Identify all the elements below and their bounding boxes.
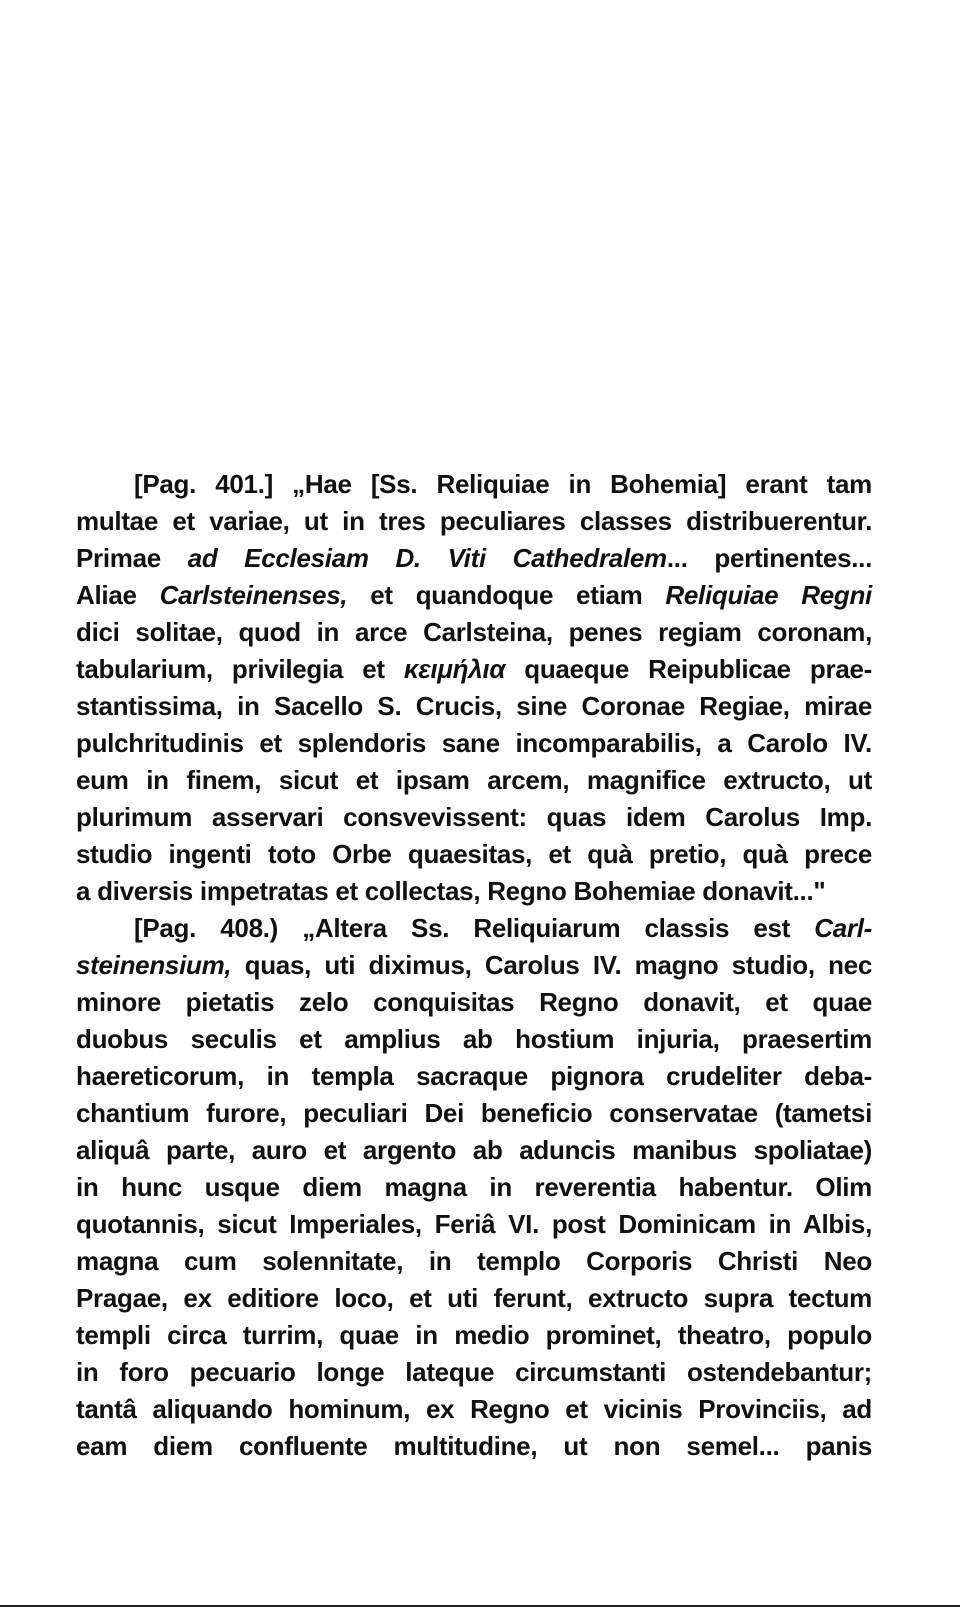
italic-text: Carlsteinenses, [159,580,348,610]
text-segment: quas, uti diximus, Carolus IV. magno studio, nec [231,950,872,980]
text-segment: Pragae, ex editiore loco, et uti ferunt, extructo supra tectum [76,1283,872,1313]
text-segment: magna cum solennitate, in templo Corporis Christi Neo [76,1246,872,1276]
text-line [76,577,872,614]
text-line [76,947,872,984]
text-segment: multae et variae, ut in tres peculiares classes distribuerentur. [76,506,872,536]
text-line [76,1206,872,1243]
text-line [76,1169,872,1206]
text-line [76,1021,872,1058]
text-line [76,1317,872,1354]
text-segment: ... pertinentes... [666,543,873,573]
text-line [76,1354,872,1391]
body-text [76,466,872,1465]
text-line [76,910,872,947]
text-segment: haereticorum, in templa sacraque pignora crudeliter deba- [76,1061,872,1091]
text-line [76,873,872,910]
italic-text: steinensium, [76,950,232,980]
text-segment: minore pietatis zelo conquisitas Regno donavit, et quae [76,987,872,1017]
text-segment: [Pag. 408.) „Altera Ss. Reliquiarum classis est [134,913,815,943]
text-segment: quotannis, sicut Imperiales, Feriâ VI. post Dominicam in Albis, [76,1209,872,1239]
text-segment: a diversis impetratas et collectas, Regno Bohemiae donavit..." [76,876,826,906]
text-line [76,762,872,799]
text-line [76,1391,872,1428]
text-line [76,836,872,873]
text-segment: [Pag. 401.] „Hae [Ss. Reliquiae in Bohemia] erant tam [134,469,872,499]
text-segment: dici solitae, quod in arce Carlsteina, penes regiam coronam, [76,617,872,647]
text-line [76,503,872,540]
text-segment: tantâ aliquando hominum, ex Regno et vicinis Provinciis, ad [76,1394,872,1424]
text-line [76,540,872,577]
text-segment: studio ingenti toto Orbe quaesitas, et quà pretio, quà prece [76,839,872,869]
text-segment: eam diem confluente multitudine, ut non semel... panis [76,1431,872,1461]
text-segment: tabularium, privilegia et [76,654,404,684]
text-segment: in foro pecuario longe lateque circumstanti ostendebantur; [76,1357,872,1387]
text-segment: chantium furore, peculiari Dei beneficio conservatae (tametsi [76,1098,872,1128]
text-segment: Aliae [76,580,160,610]
text-segment: aliquâ parte, auro et argento ab aduncis manibus spoliatae) [76,1135,872,1165]
text-line [76,651,872,688]
text-segment: quaeque Reipublicae prae- [505,654,872,684]
text-line [76,1243,872,1280]
italic-text: Reliquiae Regni [665,580,872,610]
italic-text: κειμήλια [403,654,506,684]
text-segment: pulchritudinis et splendoris sane incomparabilis, a Carolo IV. [76,728,872,758]
text-line [76,1132,872,1169]
text-line [76,466,872,503]
text-line [76,725,872,762]
text-line [76,688,872,725]
text-segment: in hunc usque diem magna in reverentia habentur. Olim [76,1172,872,1202]
text-line [76,799,872,836]
text-segment: plurimum asservari consvevissent: quas idem Carolus Imp. [76,802,872,832]
text-segment: duobus seculis et amplius ab hostium injuria, praesertim [76,1024,872,1054]
text-line [76,1280,872,1317]
italic-text: ad Ecclesiam D. Viti Cathedralem [187,543,667,573]
text-segment: stantissima, in Sacello S. Crucis, sine Coronae Regiae, mirae [76,691,872,721]
bottom-rule [0,1605,960,1607]
text-line [76,1095,872,1132]
text-line [76,1428,872,1465]
text-segment: eum in finem, sicut et ipsam arcem, magnifice extructo, ut [76,765,872,795]
text-line [76,984,872,1021]
italic-text: Carl- [814,913,872,943]
text-line [76,1058,872,1095]
text-segment: templi circa turrim, quae in medio prominet, theatro, populo [76,1320,872,1350]
text-segment: et quandoque etiam [347,580,666,610]
text-segment: Primae [76,543,188,573]
text-line [76,614,872,651]
